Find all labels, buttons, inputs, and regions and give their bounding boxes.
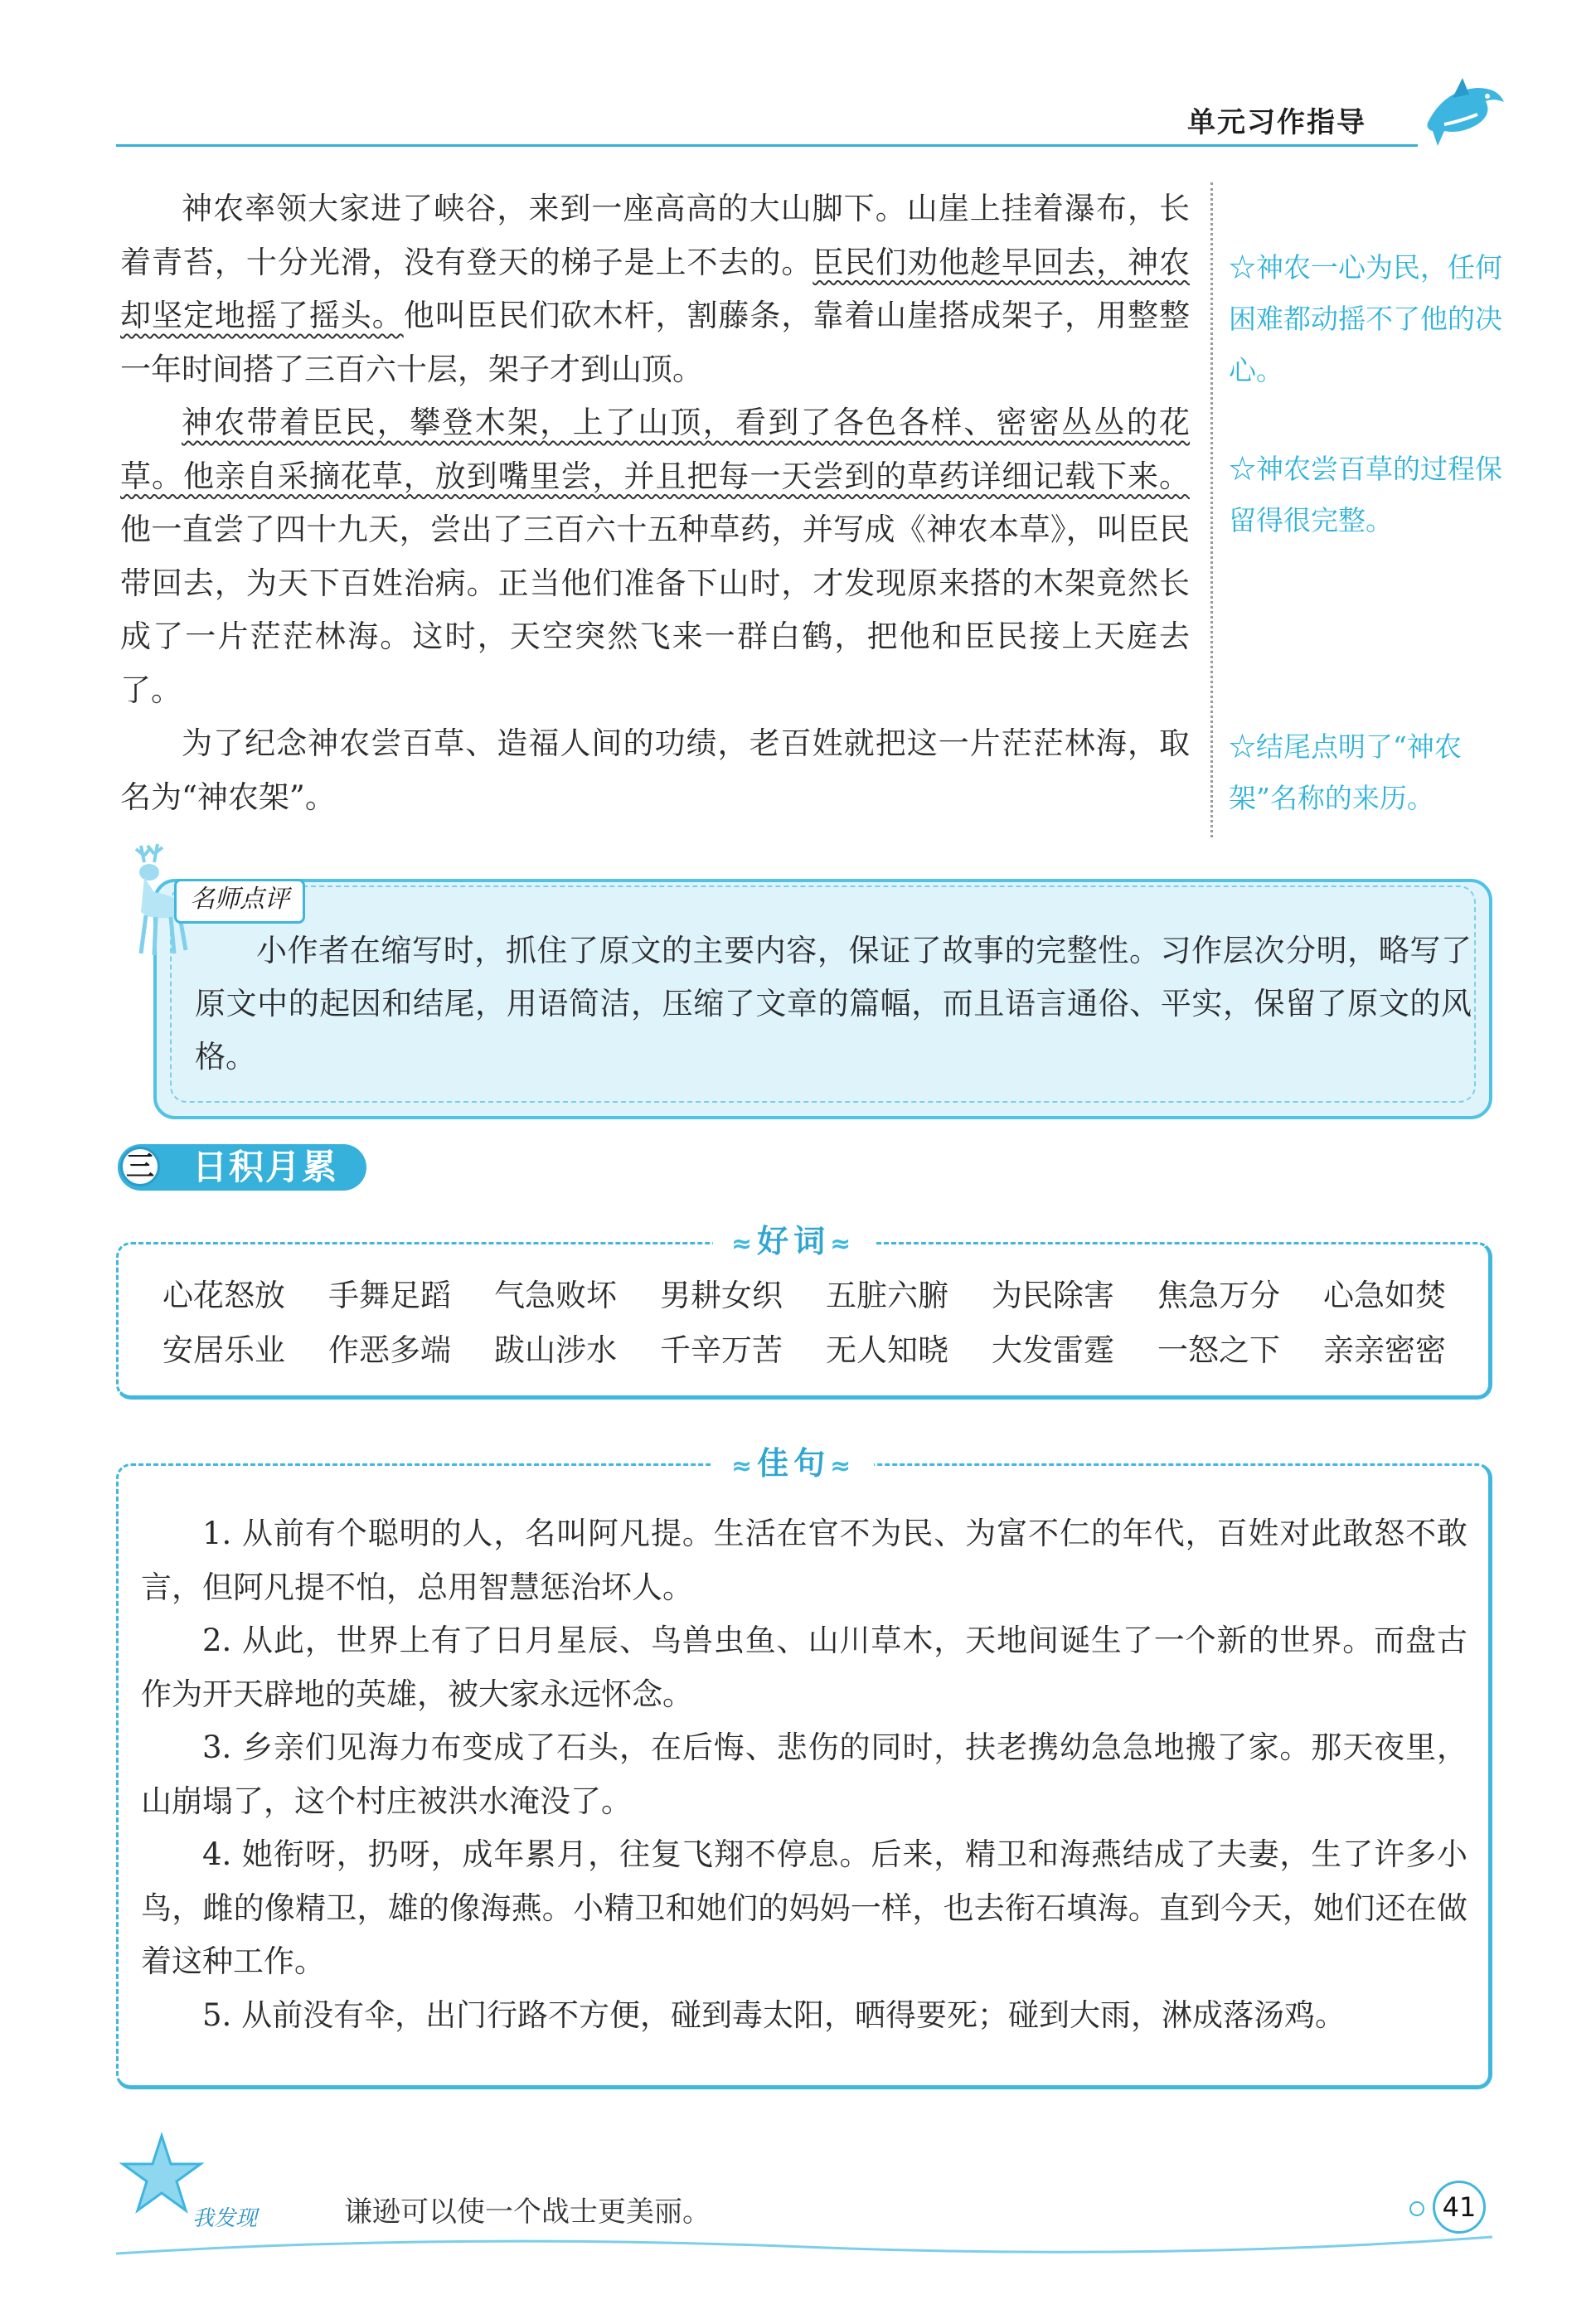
story-paragraph — [120, 717, 1190, 824]
wave-ornament-icon: ≈ — [731, 1230, 758, 1259]
good-words-grid — [141, 1273, 1467, 1374]
word-item: 气急败坏 — [494, 1278, 617, 1313]
good-sentences-label — [713, 1443, 874, 1484]
section-title: 日积月累 — [192, 1147, 339, 1187]
word-item: 焦急万分 — [1157, 1278, 1280, 1313]
wave-ornament-icon: ≈ — [830, 1452, 856, 1481]
dolphin-icon — [1419, 73, 1511, 156]
star-icon: ☆ — [1229, 730, 1256, 763]
margin-note — [1229, 242, 1502, 396]
word-item: 亲亲密密 — [1323, 1332, 1446, 1368]
underlined-sentence: 臣民们劝他趁早回去，神农却坚定地摇了摇头。 — [120, 244, 1191, 333]
word-item: 大发雷霆 — [992, 1332, 1114, 1368]
story-paragraph — [120, 182, 1190, 396]
teacher-comment-paragraph: 小作者在缩写时，抓住了原文的主要内容，保证了故事的完整性。习作层次分明，略写了原文中的起因和结尾，用语简洁，压缩了文章的篇幅，而且语言通俗、平实，保留了原文的风格。 — [195, 933, 1472, 1075]
word-item: 手舞足蹈 — [328, 1278, 451, 1313]
word-item: 作恶多端 — [328, 1332, 451, 1368]
footer-motto: 谦逊可以使一个战士更美丽。 — [344, 2195, 711, 2229]
story-text: 他叫臣民们砍木杆，割藤条，靠着山崖搭成架子，用整整一年时间搭了三百六十层，架子才到山顶。 — [120, 298, 1191, 387]
decor-dot — [1409, 2201, 1424, 2216]
story-text: 为了纪念神农尝百草、造福人间的功绩，老百姓就把这一片茫茫林海，取名为“神农架”。 — [120, 725, 1190, 815]
sentence-item: 2. 从此，世界上有了日月星辰、鸟兽虫鱼、山川草木，天地间诞生了一个新的世界。而盘古作为开天辟地的英雄，被大家永远怀念。 — [141, 1623, 1467, 1712]
story-text: 神农率领大家进了峡谷，来到一座高高的大山脚下。山崖上挂着瀑布，长着青苔，十分光滑，没有登天的梯子是上不去的。 — [120, 191, 1190, 280]
good-words-label — [713, 1220, 874, 1262]
sentence-item: 1. 从前有个聪明的人，名叫阿凡提。生活在官不为民、为富不仁的年代，百姓对此敢怒不敢言，但阿凡提不怕，总用智慧惩治坏人。 — [141, 1516, 1467, 1605]
good-words-label-text: 好词 — [757, 1223, 831, 1259]
story-body — [120, 182, 1190, 824]
word-item: 五脏六腑 — [826, 1278, 948, 1313]
sentence-item: 5. 从前没有伞，出门行路不方便，碰到毒太阳，晒得要死；碰到大雨，淋成落汤鸡。 — [202, 1997, 1346, 2033]
word-item: 一怒之下 — [1157, 1332, 1280, 1368]
teacher-comment-text — [195, 924, 1472, 1084]
good-sentences-label-text: 佳句 — [757, 1445, 831, 1482]
word-item: 无人知晓 — [826, 1332, 948, 1368]
story-paragraph — [120, 396, 1190, 717]
header-rule — [116, 144, 1418, 147]
footer-badge: 我发现 — [192, 2206, 258, 2231]
page-number: 41 — [1433, 2181, 1486, 2234]
margin-note-text: 结尾点明了“神农架”名称的来历。 — [1229, 730, 1462, 814]
good-sentences-list — [141, 1507, 1467, 2042]
margin-note-text: 神农尝百草的过程保留得很完整。 — [1229, 453, 1502, 536]
star-icon: ☆ — [1229, 453, 1256, 485]
word-item: 男耕女织 — [660, 1278, 783, 1313]
wave-ornament-icon: ≈ — [731, 1452, 758, 1481]
story-text: 他一直尝了四十九天，尝出了三百六十五种草药，并写成《神农本草》，叫臣民带回去，为天下百姓治病。正当他们准备下山时，才发现原来搭的木架竟然长成了一片茫茫林海。这时，天空突然飞来一群白鹤，把他和臣民接上天庭去了。 — [120, 512, 1190, 708]
word-item: 心急如焚 — [1323, 1278, 1446, 1313]
star-icon: ☆ — [1229, 251, 1256, 284]
section-number: 三 — [120, 1147, 160, 1186]
sentence-item: 3. 乡亲们见海力布变成了石头，在后悔、悲伤的同时，扶老携幼急急地搬了家。那天夜里，山崩塌了，这个村庄被洪水淹没了。 — [141, 1730, 1467, 1819]
footer-wave — [116, 2229, 1492, 2262]
word-item: 跋山涉水 — [494, 1332, 617, 1368]
margin-note — [1229, 721, 1502, 824]
page-header-title: 单元习作指导 — [1187, 106, 1366, 139]
underlined-sentence: 神农带着臣民，攀登木架，上了山顶，看到了各色各样、密密丛丛的花草。他亲自采摘花草，放到嘴里尝，并且把每一天尝到的草药详细记载下来。 — [120, 405, 1190, 494]
word-item: 安居乐业 — [163, 1332, 285, 1368]
wave-ornament-icon: ≈ — [830, 1230, 856, 1259]
word-item: 千辛万苦 — [660, 1332, 783, 1368]
margin-divider — [1210, 182, 1213, 837]
margin-note-text: 神农一心为民，任何困难都动摇不了他的决心。 — [1229, 251, 1502, 386]
teacher-comment-tag: 名师点评 — [174, 879, 305, 924]
word-item: 心花怒放 — [163, 1278, 285, 1313]
word-item: 为民除害 — [992, 1278, 1114, 1313]
sentence-item: 4. 她衔呀，扔呀，成年累月，往复飞翔不停息。后来，精卫和海燕结成了夫妻，生了许多小鸟，雌的像精卫，雄的像海燕。小精卫和她们的妈妈一样，也去衔石填海。直到今天，她们还在做着这种工作。 — [141, 1836, 1467, 1979]
margin-note — [1229, 444, 1502, 546]
